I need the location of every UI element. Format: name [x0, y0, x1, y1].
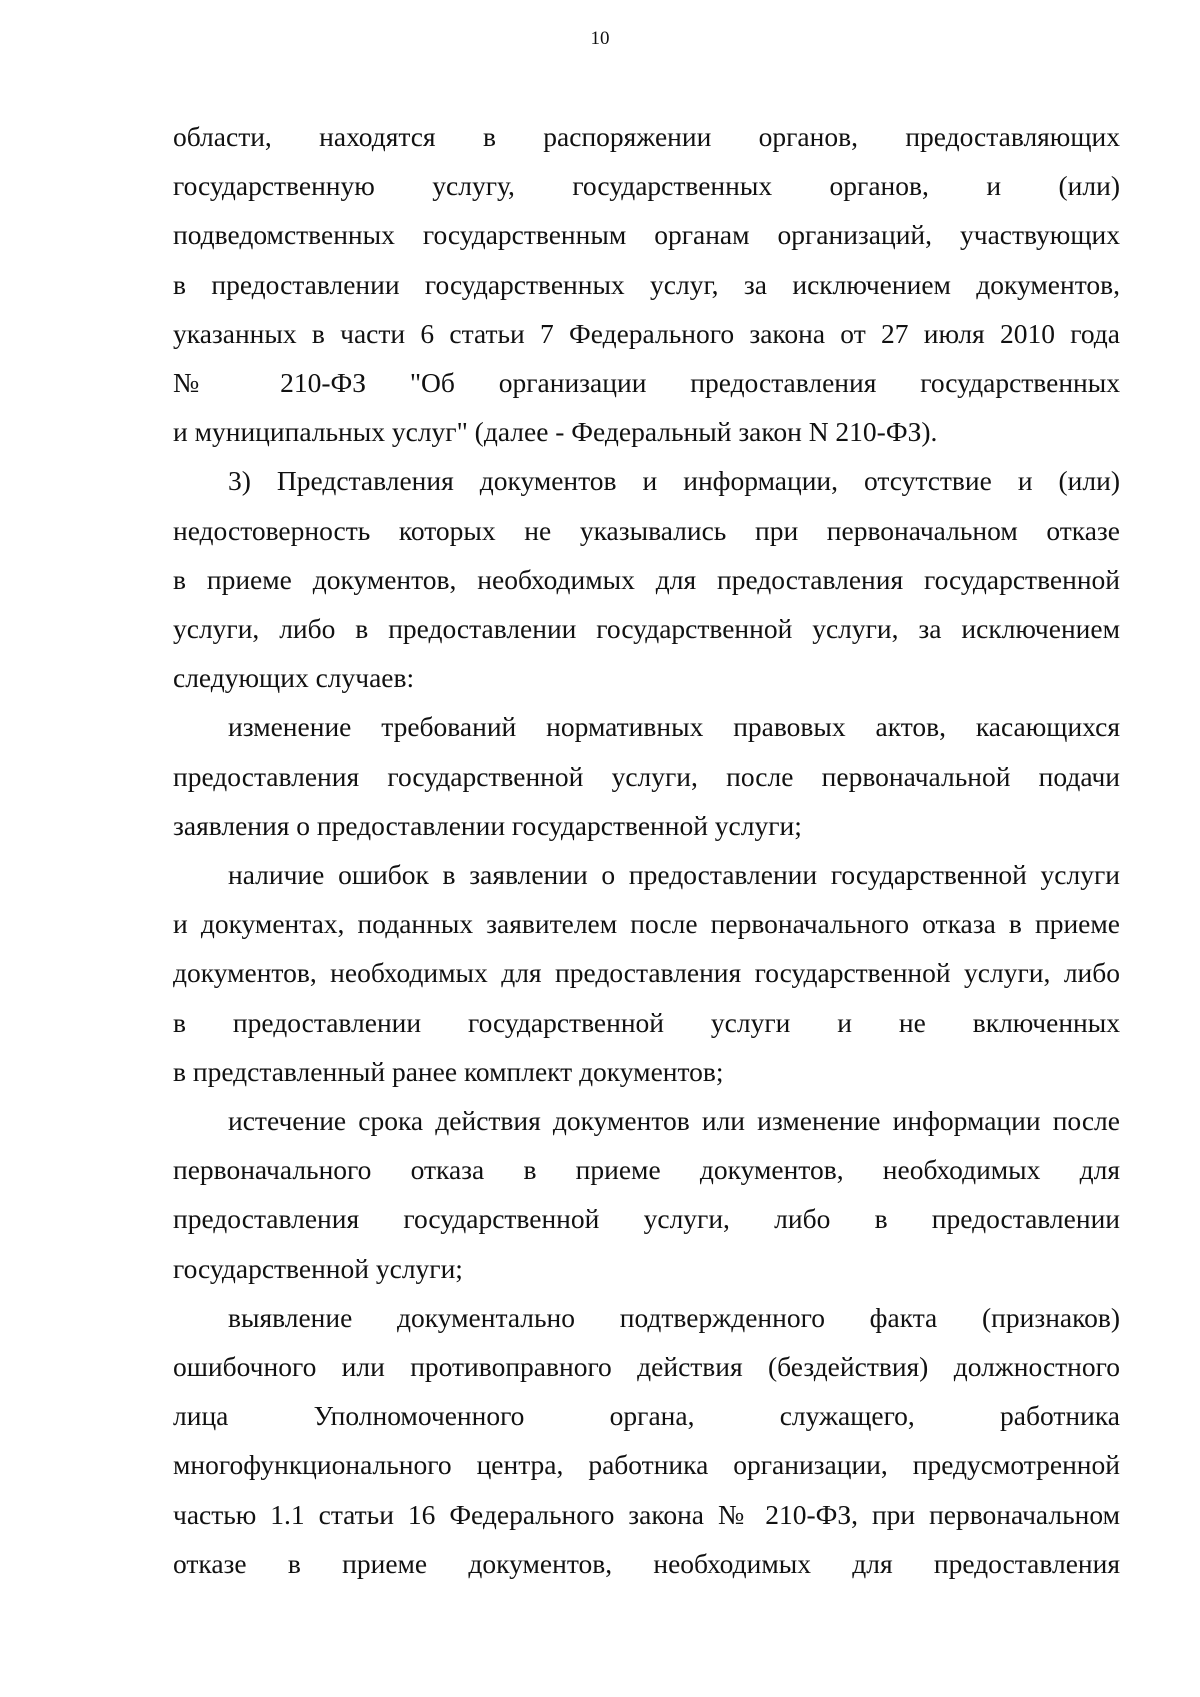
text-line: указанных в части 6 статьи 7 Федерального закона от 27 июля 2010 года	[173, 317, 1120, 349]
text-line: государственную услугу, государственных органов, и (или)	[173, 170, 1120, 202]
text-line: и муниципальных услуг" (далее - Федеральный закон N 210-ФЗ).	[173, 416, 938, 448]
text-line: ошибочного или противоправного действия (бездействия) должностного	[173, 1351, 1120, 1383]
text-line: 3) Представления документов и информации, отсутствие и (или)	[228, 465, 1120, 497]
text-line: заявления о предоставлении государственной услуги;	[173, 809, 802, 841]
text-line: № 210-ФЗ "Об организации предоставления государственных	[173, 367, 1120, 399]
text-line: первоначального отказа в приеме документов, необходимых для	[173, 1154, 1120, 1186]
document-body	[173, 112, 1120, 1588]
text-line: истечение срока действия документов или изменение информации после	[228, 1105, 1120, 1137]
page-number: 10	[590, 28, 610, 49]
text-line: многофункционального центра, работника организации, предусмотренной	[173, 1449, 1120, 1481]
text-line: в приеме документов, необходимых для предоставления государственной	[173, 563, 1120, 595]
paragraph	[173, 702, 1120, 850]
text-line: отказе в приеме документов, необходимых для предоставления	[173, 1547, 1120, 1579]
text-line: наличие ошибок в заявлении о предоставлении государственной услуги	[228, 859, 1120, 891]
text-line: и документах, поданных заявителем после первоначального отказа в приеме	[173, 908, 1120, 940]
paragraph	[173, 850, 1120, 1096]
text-line: следующих случаев:	[173, 662, 415, 694]
text-line: документов, необходимых для предоставления государственной услуги, либо	[173, 957, 1120, 989]
text-line: частью 1.1 статьи 16 Федерального закона № 210-ФЗ, при первоначальном	[173, 1498, 1120, 1530]
text-line: изменение требований нормативных правовых актов, касающихся	[228, 711, 1120, 743]
paragraph	[173, 456, 1120, 702]
paragraph	[173, 1096, 1120, 1293]
text-line: в предоставлении государственной услуги и не включенных	[173, 1006, 1120, 1038]
text-line: в предоставлении государственных услуг, за исключением документов,	[173, 268, 1120, 300]
paragraph	[173, 1293, 1120, 1588]
text-line: услуги, либо в предоставлении государственной услуги, за исключением	[173, 613, 1120, 645]
text-line: выявление документально подтвержденного факта (признаков)	[228, 1301, 1120, 1333]
paragraph	[173, 112, 1120, 456]
text-line: области, находятся в распоряжении органов, предоставляющих	[173, 121, 1120, 152]
text-line: недостоверность которых не указывались при первоначальном отказе	[173, 514, 1120, 546]
text-line: в представленный ранее комплект документов;	[173, 1055, 724, 1087]
text-line: государственной услуги;	[173, 1252, 463, 1284]
text-line: лица Уполномоченного органа, служащего, работника	[173, 1400, 1120, 1432]
text-line: подведомственных государственным органам организаций, участвующих	[173, 219, 1120, 251]
text-line: предоставления государственной услуги, либо в предоставлении	[173, 1203, 1120, 1235]
text-line: предоставления государственной услуги, после первоначальной подачи	[173, 760, 1120, 792]
